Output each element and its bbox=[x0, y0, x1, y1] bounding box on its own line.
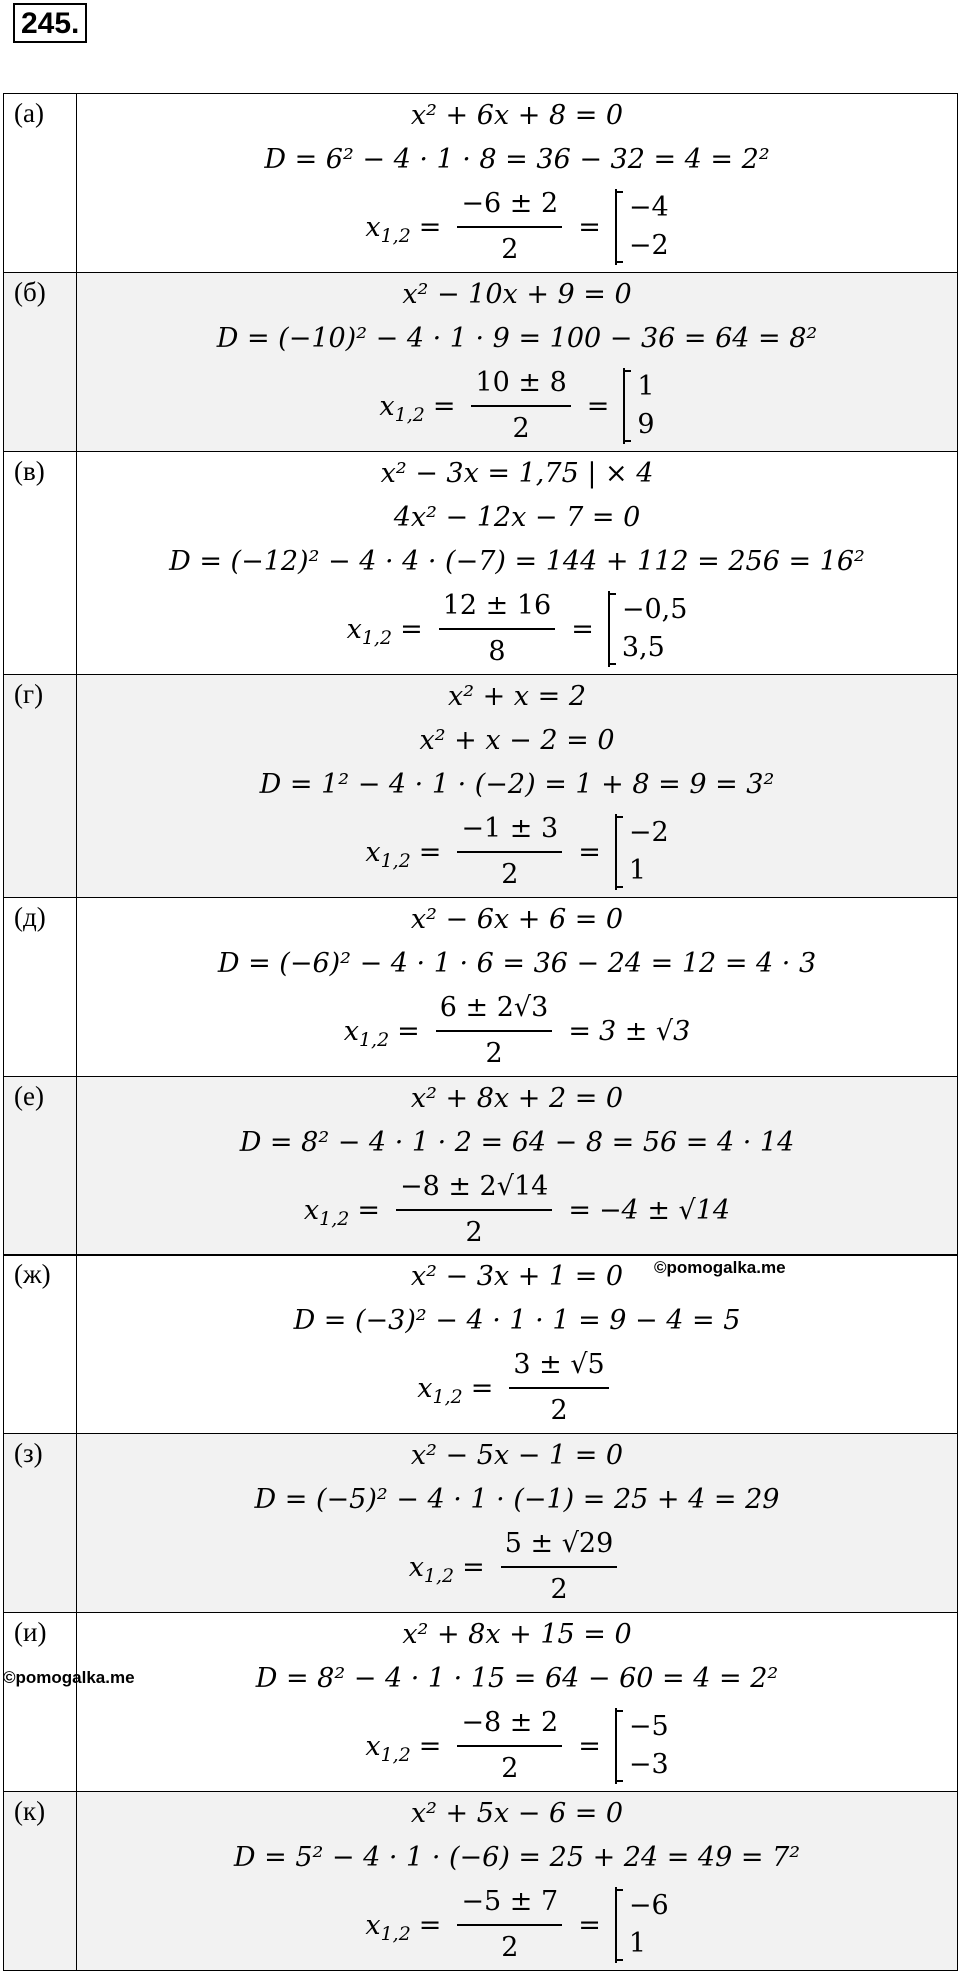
equation-line: D = (−12)² − 4 · 4 · (−7) = 144 + 112 = 256 = 16² bbox=[169, 546, 865, 577]
roots-formula bbox=[77, 807, 957, 897]
item-label: (е) bbox=[4, 1077, 77, 1256]
numerator: 10 ± 8 bbox=[471, 363, 570, 407]
item-label: (б) bbox=[4, 273, 77, 452]
roots-variable: x bbox=[303, 1194, 320, 1226]
equation-line: D = (−5)² − 4 · 1 · (−1) = 25 + 4 = 29 bbox=[254, 1484, 780, 1515]
root-value: 1 bbox=[637, 371, 655, 402]
roots-subscript: 1,2 bbox=[394, 404, 425, 426]
roots-formula bbox=[77, 1701, 957, 1791]
equation-line: x² − 6x + 6 = 0 bbox=[410, 904, 624, 935]
item-label: (ж) bbox=[4, 1255, 77, 1434]
root-value: −2 bbox=[628, 230, 669, 261]
fraction bbox=[501, 1524, 618, 1610]
numerator: −5 ± 7 bbox=[457, 1882, 562, 1926]
equals-sign: = bbox=[418, 1909, 442, 1941]
solution-work bbox=[77, 1077, 958, 1256]
solution-row bbox=[4, 675, 958, 898]
roots-formula bbox=[77, 1343, 957, 1433]
roots-variable: x bbox=[346, 613, 362, 645]
equals-sign: = bbox=[418, 211, 442, 243]
equals-sign: = bbox=[462, 1551, 485, 1583]
equation-line: D = (−6)² − 4 · 1 · 6 = 36 − 24 = 12 = 4 · 3 bbox=[217, 948, 817, 979]
simplified-roots: −4 ± √14 bbox=[598, 1194, 731, 1226]
roots-subscript: 1,2 bbox=[432, 1386, 463, 1408]
denominator: 2 bbox=[501, 1932, 519, 1963]
equation-line: D = 6² − 4 · 1 · 8 = 36 − 32 = 4 = 2² bbox=[264, 144, 770, 175]
fraction bbox=[509, 1345, 608, 1431]
roots-subscript: 1,2 bbox=[380, 225, 411, 247]
item-label: (и) bbox=[4, 1613, 77, 1792]
equation-line: 4x² − 12x − 7 = 0 bbox=[393, 502, 641, 533]
roots-subscript: 1,2 bbox=[319, 1208, 350, 1230]
solution-row bbox=[4, 273, 958, 452]
solution-work bbox=[77, 1792, 958, 1971]
roots-set bbox=[615, 1887, 669, 1963]
roots-variable: x bbox=[379, 390, 395, 422]
equals-sign: = bbox=[418, 836, 442, 868]
equation-line: x² + 8x + 15 = 0 bbox=[402, 1619, 632, 1650]
equals-sign: = bbox=[400, 613, 423, 645]
root-value: −4 bbox=[628, 192, 669, 223]
equation-line: x² + x − 2 = 0 bbox=[419, 725, 615, 756]
equation-line: x² + 6x + 8 = 0 bbox=[410, 100, 624, 131]
equals-sign: = bbox=[357, 1194, 380, 1226]
watermark: ©pomogalka.me bbox=[3, 1668, 135, 1687]
root-value: 1 bbox=[628, 855, 647, 886]
equals-sign: = bbox=[578, 836, 601, 868]
equals-sign: = bbox=[578, 1909, 601, 1941]
denominator: 2 bbox=[465, 1217, 483, 1248]
roots-subscript: 1,2 bbox=[358, 1029, 390, 1051]
solution-row bbox=[4, 1434, 958, 1613]
roots-subscript: 1,2 bbox=[361, 627, 393, 649]
task-number: 245. bbox=[13, 3, 87, 43]
roots-formula bbox=[77, 182, 957, 272]
roots-formula bbox=[77, 1165, 957, 1255]
numerator: 5 ± √29 bbox=[501, 1524, 618, 1568]
roots-variable: x bbox=[343, 1015, 359, 1047]
equation-line: x² + 8x + 2 = 0 bbox=[410, 1083, 624, 1114]
numerator: −8 ± 2 bbox=[457, 1703, 562, 1747]
item-label: (д) bbox=[4, 898, 77, 1077]
solution-row bbox=[4, 1613, 958, 1792]
equals-sign: = bbox=[470, 1372, 494, 1404]
equals-sign: = bbox=[578, 211, 601, 243]
equation-line: D = 8² − 4 · 1 · 15 = 64 − 60 = 4 = 2² bbox=[255, 1663, 779, 1694]
equals-sign: = bbox=[432, 390, 456, 422]
root-value: −5 bbox=[628, 1711, 669, 1742]
denominator: 2 bbox=[512, 413, 530, 444]
item-label: (з) bbox=[4, 1434, 77, 1613]
root-value: 3,5 bbox=[621, 632, 665, 663]
solution-work bbox=[77, 1613, 958, 1792]
item-label: (к) bbox=[4, 1792, 77, 1971]
roots-subscript: 1,2 bbox=[380, 1923, 411, 1945]
solution-work bbox=[77, 452, 958, 675]
roots-set bbox=[623, 368, 654, 444]
roots-set bbox=[615, 814, 669, 890]
denominator: 2 bbox=[550, 1395, 568, 1426]
root-value: 1 bbox=[628, 1928, 647, 1959]
denominator: 2 bbox=[501, 1753, 519, 1784]
equation-line: x² + x = 2 bbox=[447, 681, 587, 712]
roots-formula bbox=[77, 1522, 957, 1612]
denominator: 2 bbox=[550, 1574, 568, 1605]
fraction bbox=[457, 809, 562, 895]
numerator: 6 ± 2√3 bbox=[436, 988, 553, 1032]
denominator: 2 bbox=[501, 859, 519, 890]
solution-work bbox=[77, 898, 958, 1077]
equals-sign: = bbox=[586, 390, 610, 422]
fraction bbox=[471, 363, 570, 449]
equals-sign: = bbox=[418, 1730, 442, 1762]
denominator: 2 bbox=[501, 234, 519, 265]
roots-formula bbox=[77, 584, 957, 674]
numerator: 12 ± 16 bbox=[439, 586, 556, 630]
roots-set bbox=[615, 189, 669, 265]
root-value: −6 bbox=[628, 1890, 669, 1921]
equation-line: D = (−10)² − 4 · 1 · 9 = 100 − 36 = 64 = 8² bbox=[216, 323, 818, 354]
solution-work bbox=[77, 675, 958, 898]
equals-sign: = bbox=[571, 613, 594, 645]
solution-work bbox=[77, 1434, 958, 1613]
numerator: −8 ± 2√14 bbox=[396, 1167, 552, 1211]
numerator: −1 ± 3 bbox=[457, 809, 562, 853]
solution-work bbox=[77, 94, 958, 273]
roots-variable: x bbox=[365, 1730, 381, 1762]
roots-variable: x bbox=[365, 836, 381, 868]
solution-row bbox=[4, 1792, 958, 1971]
equals-sign: = bbox=[578, 1730, 601, 1762]
roots-formula bbox=[77, 986, 957, 1076]
roots-variable: x bbox=[365, 1909, 381, 1941]
fraction bbox=[436, 988, 553, 1074]
roots-set bbox=[615, 1708, 669, 1784]
fraction bbox=[457, 184, 562, 270]
equation-line: D = 5² − 4 · 1 · (−6) = 25 + 24 = 49 = 7² bbox=[233, 1842, 801, 1873]
roots-variable: x bbox=[417, 1372, 433, 1404]
solution-row bbox=[4, 898, 958, 1077]
roots-variable: x bbox=[365, 211, 381, 243]
solution-work bbox=[77, 1255, 958, 1434]
equals-sign: = bbox=[568, 1194, 591, 1226]
fraction bbox=[396, 1167, 552, 1253]
equals-sign: = bbox=[568, 1015, 591, 1047]
item-label: (а) bbox=[4, 94, 77, 273]
denominator: 8 bbox=[488, 636, 506, 667]
equation-line: x² + 5x − 6 = 0 bbox=[410, 1798, 624, 1829]
root-value: −2 bbox=[628, 817, 669, 848]
equation-line: x² − 3x = 1,75 | × 4 bbox=[380, 458, 654, 489]
item-label: (г) bbox=[4, 675, 77, 898]
solutions-table-1 bbox=[3, 93, 958, 1256]
root-value: 9 bbox=[637, 409, 655, 440]
equation-line: x² − 3x + 1 = 0 bbox=[410, 1261, 624, 1292]
root-value: −3 bbox=[628, 1749, 669, 1780]
roots-subscript: 1,2 bbox=[380, 1744, 411, 1766]
solution-work bbox=[77, 273, 958, 452]
numerator: 3 ± √5 bbox=[509, 1345, 608, 1389]
equation-line: x² − 10x + 9 = 0 bbox=[402, 279, 632, 310]
equals-sign: = bbox=[397, 1015, 420, 1047]
solution-row bbox=[4, 1077, 958, 1256]
solution-row bbox=[4, 452, 958, 675]
equation-line: x² − 5x − 1 = 0 bbox=[410, 1440, 624, 1471]
fraction bbox=[439, 586, 556, 672]
root-value: −0,5 bbox=[621, 594, 688, 625]
solutions-table-2 bbox=[3, 1254, 958, 1971]
roots-variable: x bbox=[408, 1551, 424, 1583]
fraction bbox=[457, 1882, 562, 1968]
equation-line: D = (−3)² − 4 · 1 · 1 = 9 − 4 = 5 bbox=[293, 1305, 741, 1336]
roots-formula bbox=[77, 1880, 957, 1970]
solution-row bbox=[4, 94, 958, 273]
roots-subscript: 1,2 bbox=[423, 1565, 455, 1587]
watermark: ©pomogalka.me bbox=[654, 1258, 786, 1277]
roots-subscript: 1,2 bbox=[380, 850, 411, 872]
fraction bbox=[457, 1703, 562, 1789]
item-label: (в) bbox=[4, 452, 77, 675]
numerator: −6 ± 2 bbox=[457, 184, 562, 228]
denominator: 2 bbox=[485, 1038, 503, 1069]
roots-set bbox=[608, 591, 688, 667]
solution-row bbox=[4, 1255, 958, 1434]
equation-line: D = 8² − 4 · 1 · 2 = 64 − 8 = 56 = 4 · 14 bbox=[239, 1127, 795, 1158]
roots-formula bbox=[77, 361, 957, 451]
simplified-roots: 3 ± √3 bbox=[598, 1015, 691, 1047]
equation-line: D = 1² − 4 · 1 · (−2) = 1 + 8 = 9 = 3² bbox=[259, 769, 775, 800]
